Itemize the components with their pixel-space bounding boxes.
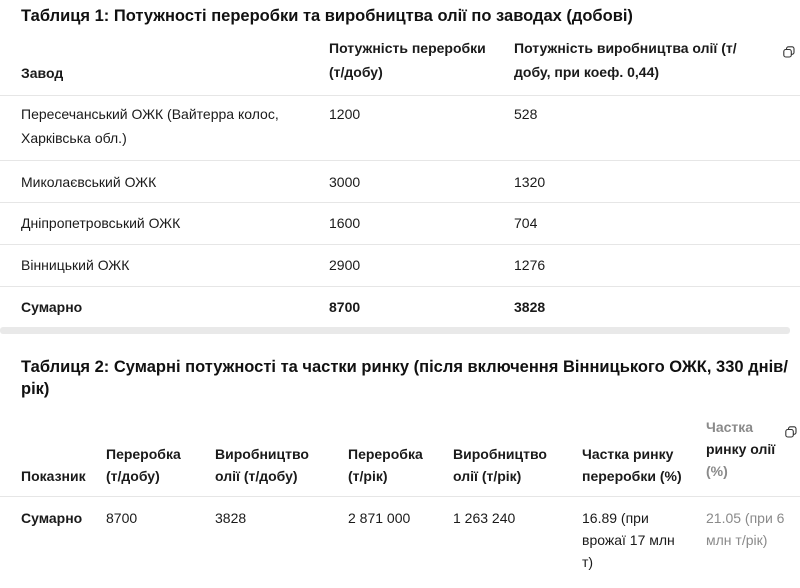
- table2-cell-processing-year: 2 871 000: [348, 510, 411, 526]
- horizontal-scrollbar[interactable]: [0, 327, 790, 334]
- table1-cell-processing: 1600: [329, 215, 361, 231]
- row-divider: [0, 202, 800, 203]
- table2-header-share-processing: Частка ринку переробки (%): [582, 446, 682, 484]
- table1-cell-processing: 2900: [329, 257, 361, 273]
- table1-cell-processing: 1200: [329, 106, 361, 122]
- table2-header-indicator: Показник: [21, 468, 86, 484]
- table2-header-production-day: Виробництво олії (т/добу): [215, 446, 309, 484]
- table2-cell-share-processing: 16.89 (при врожаї 17 млн т): [582, 510, 675, 570]
- table2-cell-processing-day: 8700: [106, 510, 138, 526]
- table1-cell-processing: 3000: [329, 174, 361, 190]
- table1-total-processing: 8700: [329, 299, 361, 315]
- table1-cell-plant: Дніпропетровський ОЖК: [21, 215, 181, 231]
- table1: [21, 0, 800, 330]
- copy-icon[interactable]: [785, 426, 797, 438]
- table1-cell-plant: Миколаєвський ОЖК: [21, 174, 157, 190]
- table1-cell-production: 1276: [514, 257, 546, 273]
- table1-total-production: 3828: [514, 299, 546, 315]
- row-divider: [0, 244, 800, 245]
- table1-cell-plant: Вінницький ОЖК: [21, 257, 130, 273]
- table1-total-label: Сумарно: [21, 299, 83, 315]
- table1-header-divider: [0, 95, 800, 96]
- table2-cell-share-oil: 21.05 (при 6 млн т/рік): [706, 510, 785, 548]
- table2-header-share-oil: Частка ринку олії (%): [706, 419, 776, 479]
- table2-title: Таблиця 2: Сумарні потужності та частки ринку (після включення Вінницького ОЖК, 330 днів/ рік): [21, 358, 788, 398]
- table2-cell-production-day: 3828: [215, 510, 247, 526]
- table1-header-plant: Завод: [21, 65, 64, 81]
- table1-header-production: Потужність виробництва олії (т/ добу, при коеф. 0,44): [514, 40, 737, 80]
- table1-cell-production: 704: [514, 215, 538, 231]
- table2-header-divider: [0, 496, 800, 497]
- table2-cell-production-year: 1 263 240: [453, 510, 516, 526]
- copy-icon[interactable]: [783, 46, 795, 58]
- table1-header-processing: Потужність переробки (т/добу): [329, 40, 486, 80]
- table2-header-processing-day: Переробка (т/добу): [106, 446, 181, 484]
- table1-cell-production: 528: [514, 106, 538, 122]
- table2-header-processing-year: Переробка (т/рік): [348, 446, 423, 484]
- row-divider: [0, 286, 800, 287]
- table1-cell-production: 1320: [514, 174, 546, 190]
- row-divider: [0, 160, 800, 161]
- table2-cell-indicator: Сумарно: [21, 510, 83, 526]
- table2-header-production-year: Виробництво олії (т/рік): [453, 446, 547, 484]
- table1-title: Таблиця 1: Потужності переробки та виробництва олії по заводах (добові): [21, 7, 633, 25]
- table1-cell-plant: Пересечанський ОЖК (Вайтерра колос, Харківська обл.): [21, 106, 279, 146]
